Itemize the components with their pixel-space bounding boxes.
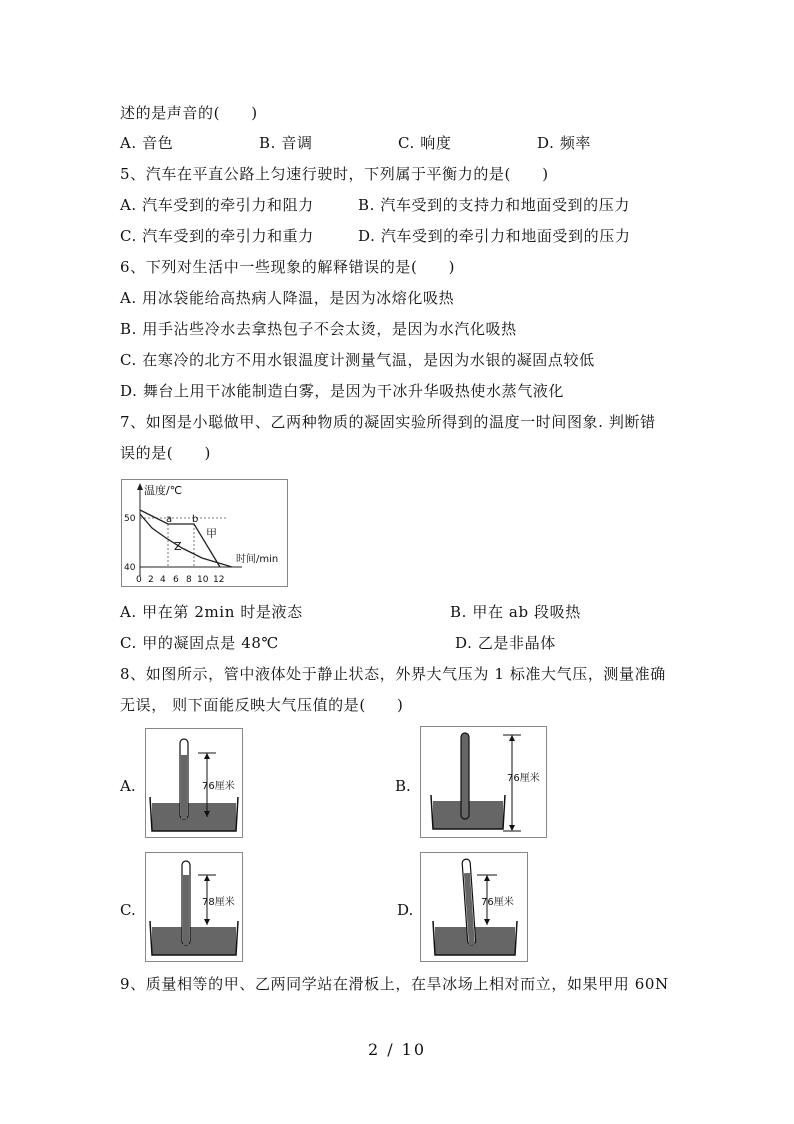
q8-stem-line2: 无误， 则下面能反映大气压值的是( ) <box>120 696 404 714</box>
q8-fig-b-letter: B. <box>395 777 411 795</box>
height-label: 76厘米 <box>202 781 235 792</box>
glass-tube <box>461 733 469 819</box>
page-number: 2 / 10 <box>367 1040 427 1059</box>
x-tick-2: 2 <box>148 575 154 585</box>
height-label: 76厘米 <box>481 897 514 908</box>
y-tick-40: 40 <box>124 563 136 573</box>
series-jia-label: 甲 <box>206 527 217 540</box>
q7-option-c: C. 甲的凝固点是 48℃ <box>120 634 279 652</box>
q8-fig-c-letter: C. <box>120 901 136 919</box>
mercury-basin <box>152 927 236 955</box>
mercury-column <box>181 755 187 819</box>
point-b-label: b <box>192 514 199 525</box>
q5-option-b: B. 汽车受到的支持力和地面受到的压力 <box>358 196 630 214</box>
q7-stem-line1: 7、如图是小聪做甲、乙两种物质的凝固实验所得到的温度一时间图象. 判断错 <box>120 413 656 431</box>
arrow-up-icon <box>204 875 210 881</box>
q8-fig-d-letter: D. <box>397 901 414 919</box>
q7-stem-line2: 误的是( ) <box>120 444 211 462</box>
q5-option-a: A. 汽车受到的牵引力和阻力 <box>120 196 314 214</box>
q5-stem: 5、汽车在平直公路上匀速行驶时，下列属于平衡力的是( ) <box>120 165 549 183</box>
q4-stem-tail: 述的是声音的( ) <box>120 104 258 122</box>
x-tick-8: 8 <box>186 575 192 585</box>
q6-option-a: A. 用冰袋能给高热病人降温，是因为冰熔化吸热 <box>120 289 455 307</box>
height-label: 78厘米 <box>202 897 235 908</box>
curve-yi <box>140 514 232 567</box>
q8-fig-b <box>420 726 547 838</box>
arrow-down-icon <box>204 919 210 925</box>
mercury-basin <box>152 803 236 831</box>
q8-stem-line1: 8、如图所示，管中液体处于静止状态，外界大气压为 1 标准大气压，测量准确 <box>120 665 666 683</box>
q7-option-b: B. 甲在 ab 段吸热 <box>450 603 581 621</box>
q8-fig-c <box>145 852 243 962</box>
mercury-column <box>183 875 189 945</box>
q4-option-c: C. 响度 <box>398 134 452 152</box>
q5-option-d: D. 汽车受到的牵引力和地面受到的压力 <box>358 227 631 245</box>
q9-stem: 9、质量相等的甲、乙两同学站在滑板上，在旱冰场上相对而立，如果甲用 60N <box>120 975 669 993</box>
q7-temperature-graph <box>121 479 288 587</box>
arrow-down-icon <box>484 919 490 925</box>
x-tick-4: 4 <box>160 575 166 585</box>
q6-option-b: B. 用手沾些冷水去拿热包子不会太烫，是因为水汽化吸热 <box>120 320 517 338</box>
q4-option-a: A. 音色 <box>120 134 174 152</box>
point-a-label: a <box>166 514 173 525</box>
q4-option-d: D. 频率 <box>537 134 592 152</box>
q5-option-c: C. 汽车受到的牵引力和重力 <box>120 227 314 245</box>
arrow-down-icon <box>509 825 515 831</box>
arrow-up-icon <box>484 875 490 881</box>
x-tick-10: 10 <box>197 575 209 585</box>
q7-option-a: A. 甲在第 2min 时是液态 <box>120 603 303 621</box>
q4-option-b: B. 音调 <box>259 134 313 152</box>
q8-fig-a <box>145 728 243 838</box>
x-axis-label: 时间/min <box>236 554 279 565</box>
x-tick-0: 0 <box>136 575 142 585</box>
q6-option-c: C. 在寒冷的北方不用水银温度计测量气温，是因为水银的凝固点较低 <box>120 351 595 369</box>
q8-fig-d <box>420 852 528 962</box>
arrow-up-icon <box>204 753 210 759</box>
y-axis-label: 温度/℃ <box>144 484 183 497</box>
x-tick-6: 6 <box>173 575 179 585</box>
q7-graph-svg <box>122 480 287 586</box>
q6-option-d: D. 舞台上用干冰能制造白雾，是因为干冰升华吸热使水蒸气液化 <box>120 382 565 400</box>
series-yi-label: Z <box>174 540 182 553</box>
q8-fig-a-letter: A. <box>120 777 136 795</box>
height-label: 76厘米 <box>507 773 540 784</box>
y-tick-50: 50 <box>124 514 136 524</box>
q7-option-d: D. 乙是非晶体 <box>455 634 556 652</box>
y-axis-arrow-icon <box>137 483 143 490</box>
q6-stem: 6、下列对生活中一些现象的解释错误的是( ) <box>120 258 456 276</box>
x-tick-12: 12 <box>213 575 225 585</box>
arrow-up-icon <box>509 735 515 741</box>
